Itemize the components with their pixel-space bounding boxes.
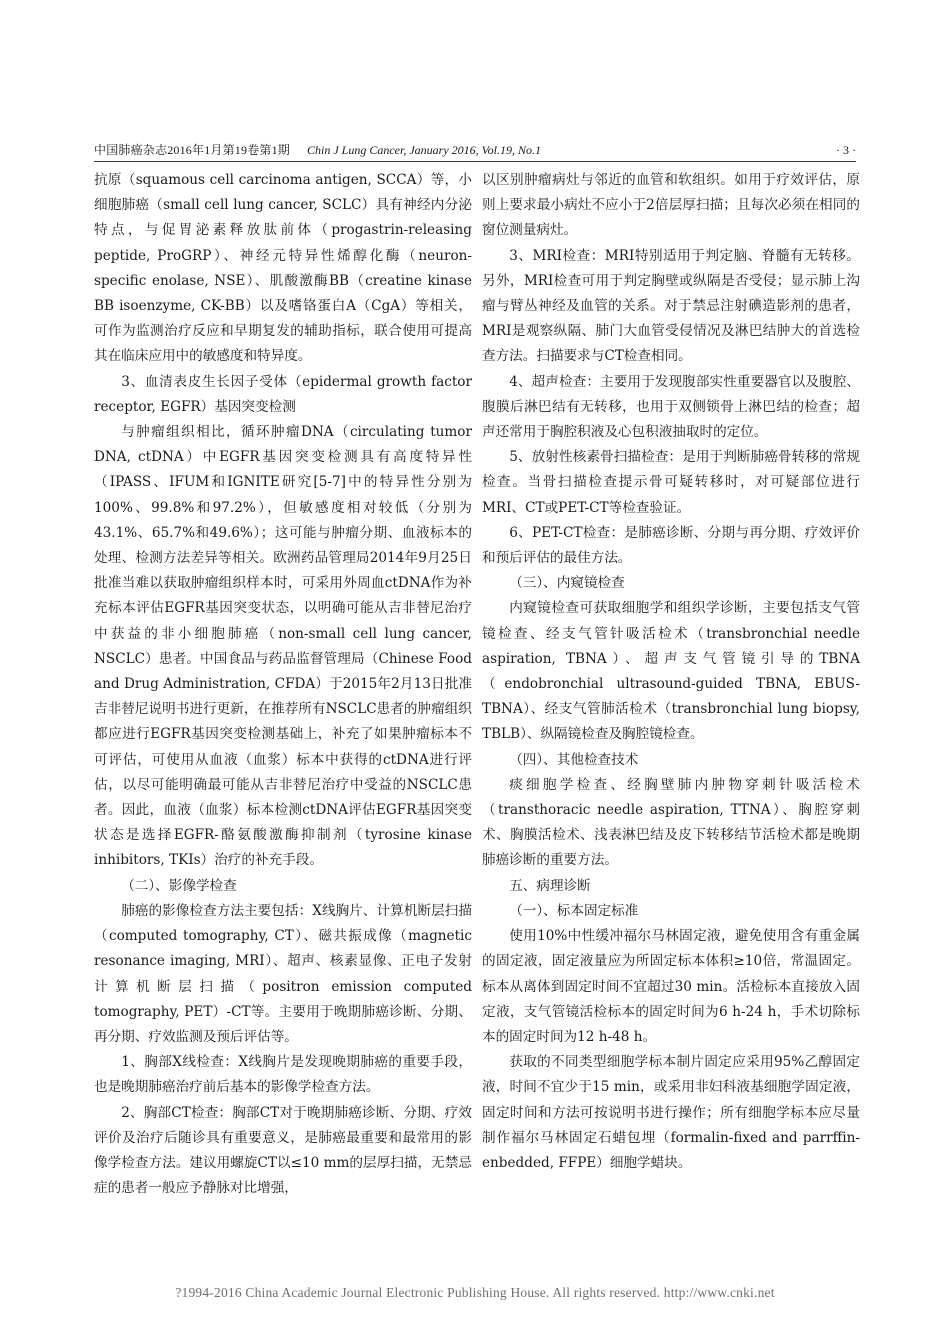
paragraph: 1、胸部X线检查：X线胸片是发现晚期肺癌的重要手段，也是晚期肺癌治疗前后基本的影像学检查方法。 [94, 1054, 472, 1096]
left-column [94, 168, 472, 1201]
running-header [94, 141, 856, 159]
copyright-footer: ?1994-2016 China Academic Journal Electronic Publishing House. All rights reserved. http://www.cnki.net [175, 1285, 775, 1300]
section-heading: （三）、内窥镜检查 [509, 575, 625, 592]
paragraph: 内窥镜检查可获取细胞学和组织学诊断，主要包括支气管镜检查、经支气管针吸活检术（transbronchial needle aspiration, TBNA）、超声支气管镜引导的TBNA（endobronchial ultrasound-guided TBNA, EBUS-TBNA）、经支气管肺活检术（transbronchial lung biopsy, TBLB）、纵隔镜检查及胸腔镜检查。 [482, 600, 860, 743]
header-divider [94, 161, 856, 162]
paragraph: 以区别肿瘤病灶与邻近的血管和软组织。如用于疗效评估，原则上要求最小病灶不应小于2倍层厚扫描；且每次必须在相同的窗位测量病灶。 [482, 172, 860, 239]
section-heading: （一）、标本固定标准 [509, 902, 639, 919]
paragraph: 痰细胞学检查、经胸壁肺内肿物穿刺针吸活检术（transthoracic needle aspiration, TTNA）、胸腔穿刺术、胸膜活检术、浅表淋巴结及皮下转移结节活检术都是晚期肺癌诊断的重要方法。 [482, 776, 860, 869]
page-number: · 3 · [836, 143, 856, 157]
journal-title-cn: 中国肺癌杂志2016年1月第19卷第1期 [94, 143, 291, 157]
paragraph: 3、MRI检查：MRI特别适用于判定脑、脊髓有无转移。另外，MRI检查可用于判定胸壁或纵隔是否受侵；显示肺上沟瘤与臂丛神经及血管的关系。对于禁忌注射碘造影剂的患者，MRI是观察纵隔、肺门大血管受侵情况及淋巴结肿大的首选检查方法。扫描要求与CT检查相同。 [482, 247, 860, 365]
paragraph: 5、放射性核素骨扫描检查：是用于判断肺癌骨转移的常规检查。当骨扫描检查提示骨可疑转移时，对可疑部位进行MRI、CT或PET-CT等检查验证。 [482, 449, 860, 516]
paragraph: 4、超声检查：主要用于发现腹部实性重要器官以及腹腔、腹膜后淋巴结有无转移，也用于双侧锁骨上淋巴结的检查；超声还常用于胸腔积液及心包积液抽取时的定位。 [482, 373, 860, 441]
paragraph: 抗原（squamous cell carcinoma antigen, SCCA）等，小细胞肺癌（small cell lung cancer, SCLC）具有神经内分泌特点，与促胃泌素释放肽前体（progastrin-releasing peptide, ProGRP）、神经元特异性烯醇化酶（neuron-specific enolase, NSE）、肌酸激酶BB（creatine kinase BB isoenzyme, CK-BB）以及嗜铬蛋白A（CgA）等相关，可作为监测治疗反应和早期复发的辅助指标，联合使用可提高其在临床应用中的敏感度和特异度。 [94, 172, 472, 365]
journal-title-en: Chin J Lung Cancer, January 2016, Vol.19, No.1 [307, 143, 542, 157]
subsection-heading: 3、血清表皮生长因子受体（epidermal growth factor receptor, EGFR）基因突变检测 [94, 373, 472, 415]
section-heading: （四）、其他检查技术 [509, 751, 639, 768]
paragraph: 6、PET-CT检查：是肺癌诊断、分期与再分期、疗效评价和预后评估的最佳方法。 [482, 524, 860, 567]
section-heading: （二）、影像学检查 [121, 877, 237, 894]
paragraph: 与肿瘤组织相比，循环肿瘤DNA（circulating tumor DNA, ctDNA）中EGFR基因突变检测具有高度特异性（IPASS、IFUM和IGNITE研究[5-7]中的特异性分别为100%、99.8%和97.2%），但敏感度相对较低（分别为43.1%、65.7%和49.6%）；这可能与肿瘤分期、血液标本的处理、检测方法差异等相关。欧洲药品管理局2014年9月25日批准当难以获取肿瘤组织样本时，可采用外周血ctDNA作为补充标本评估EGFR基因突变状态，以明确可能从吉非替尼治疗中获益的非小细胞肺癌（non-small cell lung cancer, NSCLC）患者。中国食品与药品监督管理局（Chinese Food and Drug Administration, CFDA）于2015年2月13日批准吉非替尼说明书进行更新，在推荐所有NSCLC患者的肿瘤组织都应进行EGFR基因突变检测基础上，补充了如果肿瘤标本不可评估，可使用从血液（血浆）标本中获得的ctDNA进行评估，以尽可能明确最可能从吉非替尼治疗中受益的NSCLC患者。因此，血液（血浆）标本检测ctDNA评估EGFR基因突变状态是选择EGFR-酪氨酸激酶抑制剂（tyrosine kinase inhibitors, TKIs）治疗的补充手段。 [94, 424, 472, 869]
paragraph: 使用10%中性缓冲福尔马林固定液，避免使用含有重金属的固定液，固定液量应为所固定标本体积≥10倍，常温固定。标本从离体到固定时间不宜超过30 min。活检标本直接放入固定液，支气管镜活检标本的固定时间为6 h-24 h，手术切除标本的固定时间为12 h-48 h。 [482, 928, 860, 1045]
paragraph: 2、胸部CT检查：胸部CT对于晚期肺癌诊断、分期、疗效评价及治疗后随诊具有重要意义，是肺癌最重要和最常用的影像学检查方法。建议用螺旋CT以≤10 mm的层厚扫描，无禁忌症的患者一般应予静脉对比增强， [94, 1104, 472, 1197]
paragraph: 肺癌的影像检查方法主要包括：X线胸片、计算机断层扫描（computed tomography, CT）、磁共振成像（magnetic resonance imaging, MRI）、超声、核素显像、正电子发射计算机断层扫描（positron emission computed tomography, PET）-CT等。主要用于晚期肺癌诊断、分期、再分期、疗效监测及预后评估等。 [94, 902, 472, 1045]
section-heading: 五、病理诊断 [509, 877, 591, 894]
right-column [482, 168, 860, 1176]
paragraph: 获取的不同类型细胞学标本制片固定应采用95%乙醇固定液，时间不宜少于15 min，或采用非妇科液基细胞学固定液，固定时间和方法可按说明书进行操作；所有细胞学标本应尽量制作福尔马林固定石蜡包埋（formalin-fixed and parrffin-enbedded, FFPE）细胞学蜡块。 [482, 1054, 860, 1171]
